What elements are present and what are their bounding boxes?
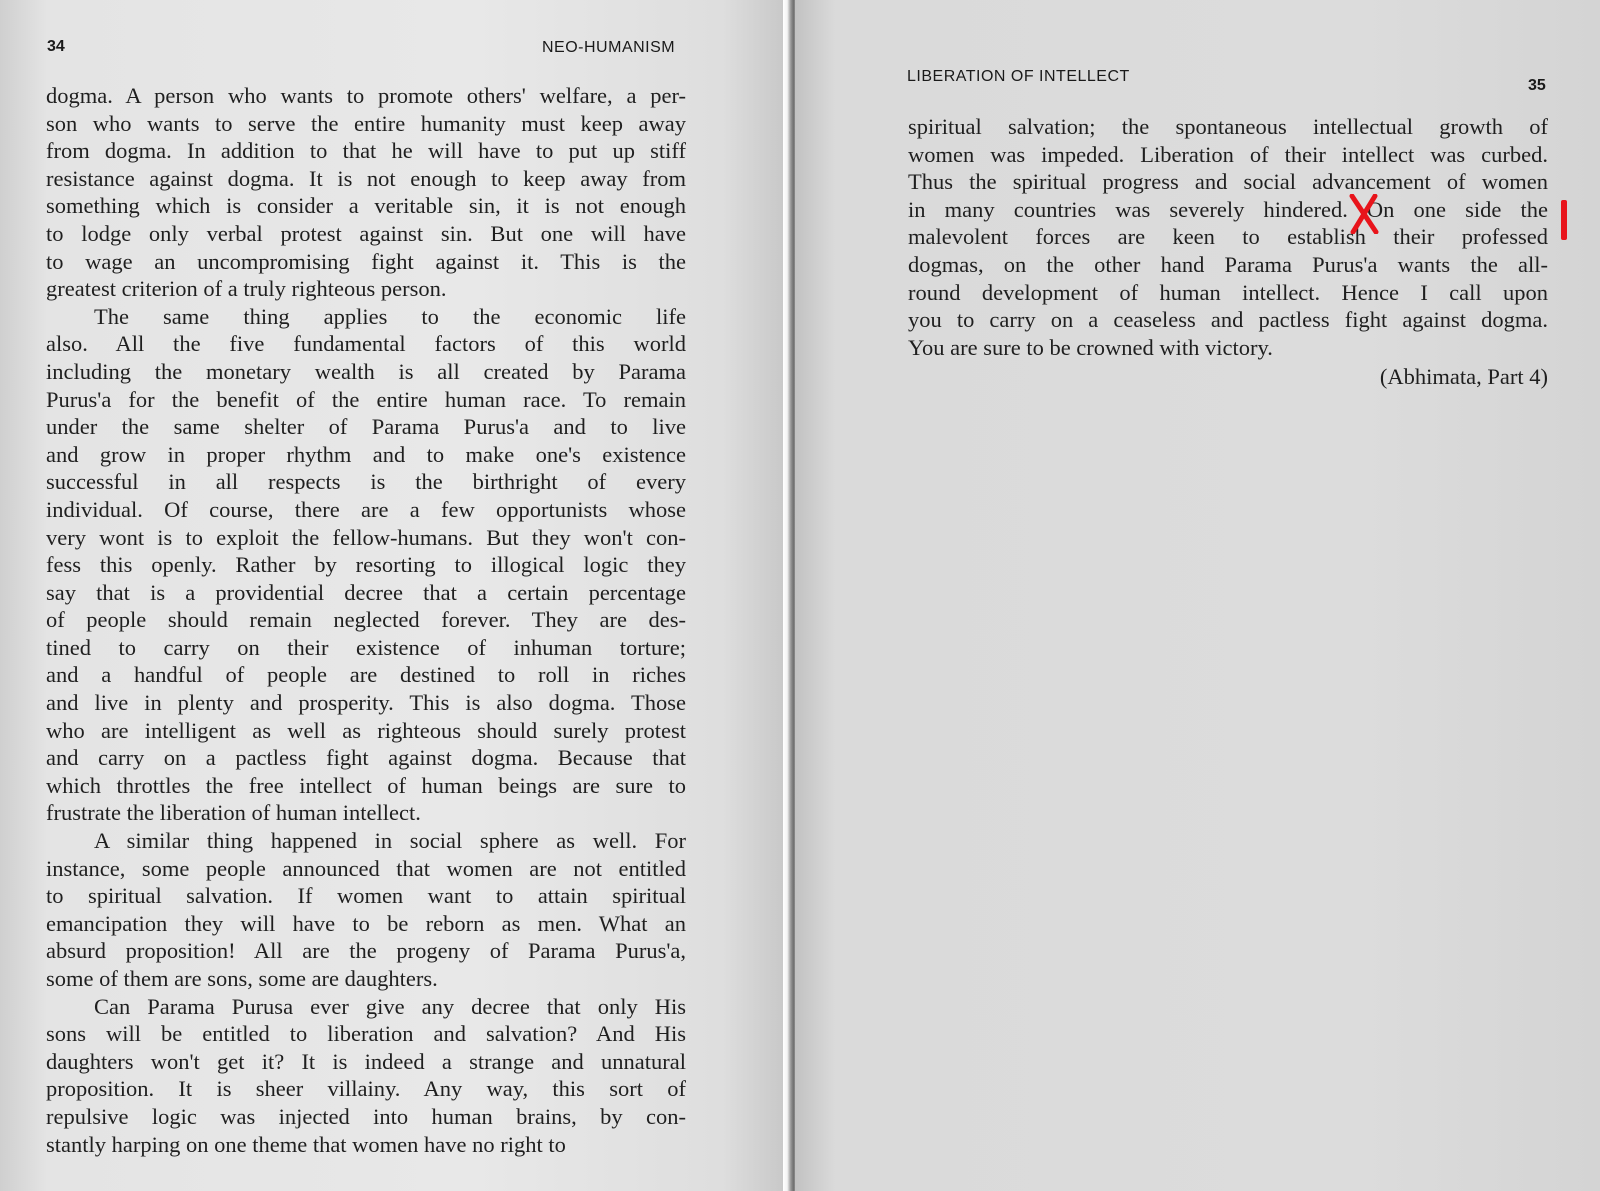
text-line: to wage an uncompromising fight against it. This is the xyxy=(46,248,686,274)
text-line: individual. Of course, there are a few opportunists whose xyxy=(46,496,686,522)
text-line: and a handful of people are destined to roll in riches xyxy=(46,662,686,688)
text-line: malevolent forces are keen to establish their professed xyxy=(908,224,1548,250)
text-line: including the monetary wealth is all created by Parama xyxy=(46,358,686,384)
text-line: and carry on a pactless fight against dogma. Because that xyxy=(46,745,686,771)
text-line: from dogma. In addition to that he will have to put up stiff xyxy=(46,138,686,164)
text-line: and grow in proper rhythm and to make one's existence xyxy=(46,441,686,467)
text-line: in many countries was severely hindered. On one side the xyxy=(908,196,1548,222)
text-line: You are sure to be crowned with victory. xyxy=(908,334,1273,360)
text-line: and live in plenty and prosperity. This is also dogma. Those xyxy=(46,690,686,716)
text-line: Can Parama Purusa ever give any decree that only His xyxy=(94,993,686,1019)
right-page xyxy=(795,0,1600,1191)
text-line: say that is a providential decree that a certain percentage xyxy=(46,579,686,605)
text-line: daughters won't get it? It is indeed a strange and unnatural xyxy=(46,1048,686,1074)
right-page-text xyxy=(908,113,1548,361)
text-line: repulsive logic was injected into human brains, by con- xyxy=(46,1103,686,1129)
text-line: you to carry on a ceaseless and pactless fight against dogma. xyxy=(908,307,1548,333)
text-line: to lodge only verbal protest against sin. But one will have xyxy=(46,220,686,246)
text-line: of people should remain neglected forever. They are des- xyxy=(46,607,686,633)
text-line: very wont is to exploit the fellow-humans. But they won't con- xyxy=(46,524,686,550)
text-line: proposition. It is sheer villainy. Any way, this sort of xyxy=(46,1076,686,1102)
text-line: tined to carry on their existence of inhuman torture; xyxy=(46,634,686,660)
running-head-right: LIBERATION OF INTELLECT xyxy=(907,68,1130,85)
page-number-left: 34 xyxy=(47,38,65,55)
text-line: greatest criterion of a truly righteous person. xyxy=(46,276,447,302)
left-page xyxy=(0,0,785,1191)
citation: (Abhimata, Part 4) xyxy=(1379,364,1548,389)
vertical-bar-mark xyxy=(1561,200,1567,240)
text-line: stantly harping on one theme that women have no right to xyxy=(46,1131,566,1157)
left-page-text xyxy=(46,82,686,1158)
text-line: son who wants to serve the entire humanity must keep away xyxy=(46,110,686,136)
text-line: emancipation they will have to be reborn as men. What an xyxy=(46,910,686,936)
text-line: resistance against dogma. It is not enough to keep away from xyxy=(46,165,686,191)
text-line: round development of human intellect. Hence I call upon xyxy=(908,279,1548,305)
page-number-right: 35 xyxy=(1528,77,1546,94)
text-line: which throttles the free intellect of human beings are sure to xyxy=(46,772,686,798)
text-line: something which is consider a veritable sin, it is not enough xyxy=(46,193,686,219)
text-line: who are intelligent as well as righteous should surely protest xyxy=(46,717,686,743)
text-line: successful in all respects is the birthright of every xyxy=(46,469,686,495)
text-line: spiritual salvation; the spontaneous intellectual growth of xyxy=(908,114,1548,139)
text-line: absurd proposition! All are the progeny of Parama Purus'a, xyxy=(46,938,686,964)
text-line: sons will be entitled to liberation and salvation? And His xyxy=(46,1021,686,1047)
text-line: Thus the spiritual progress and social advancement of women xyxy=(908,169,1548,195)
text-line: instance, some people announced that women are not entitled xyxy=(46,855,686,881)
text-line: dogma. A person who wants to promote others' welfare, a per- xyxy=(46,83,686,108)
text-line: fess this openly. Rather by resorting to illogical logic they xyxy=(46,552,686,578)
text-line: under the same shelter of Parama Purus'a and to live xyxy=(46,414,686,440)
text-line: dogmas, on the other hand Parama Purus'a wants the all- xyxy=(908,251,1548,277)
text-line: Purus'a for the benefit of the entire human race. To remain xyxy=(46,386,686,412)
text-line: frustrate the liberation of human intellect. xyxy=(46,800,421,826)
text-line: A similar thing happened in social sphere as well. For xyxy=(94,828,686,854)
text-line: also. All the five fundamental factors of this world xyxy=(46,331,686,357)
text-line: some of them are sons, some are daughters. xyxy=(46,966,438,991)
text-line: to spiritual salvation. If women want to attain spiritual xyxy=(46,883,686,909)
text-line: women was impeded. Liberation of their intellect was curbed. xyxy=(908,141,1548,167)
x-mark-icon xyxy=(1349,194,1379,234)
running-head-left: NEO-HUMANISM xyxy=(542,39,676,56)
text-line: The same thing applies to the economic life xyxy=(94,303,686,329)
